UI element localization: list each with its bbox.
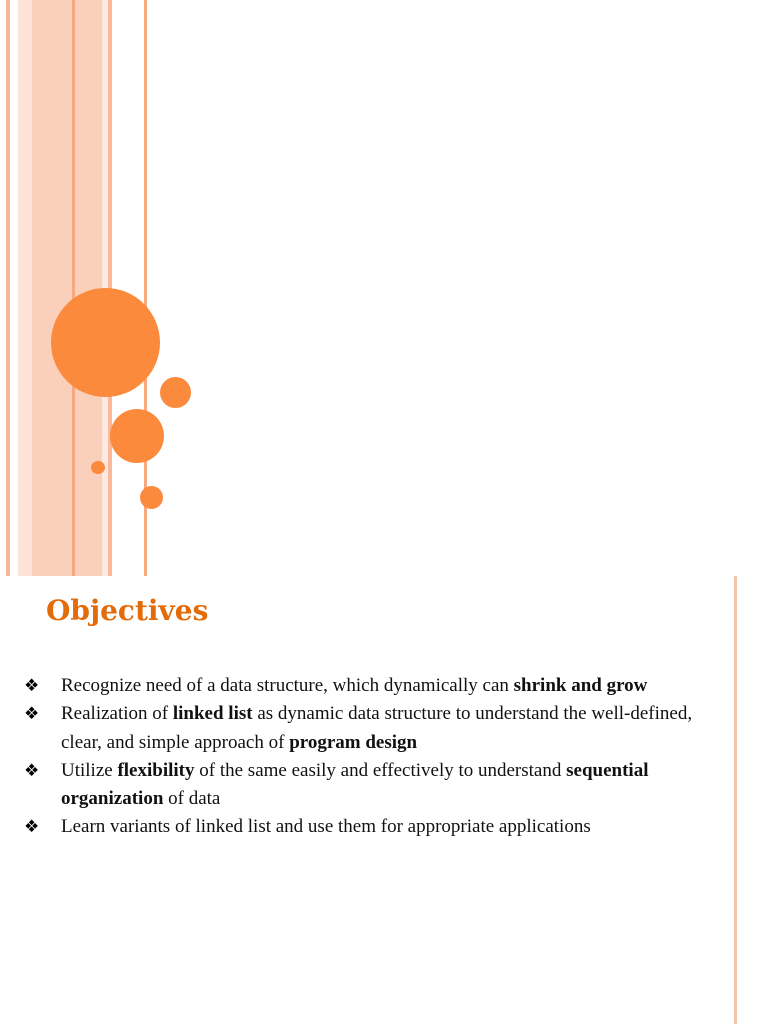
item-text: of the same easily and effectively to understand [194, 759, 567, 781]
item-text: Learn variants of linked list and use them for appropriate applications [61, 816, 591, 838]
diamond-bullet-icon: ❖ [24, 760, 40, 780]
orange-circle-medium [110, 409, 164, 463]
item-bold-text: shrink and grow [513, 675, 648, 696]
orange-circle-small [160, 377, 191, 408]
item-bold-text: flexibility [117, 759, 195, 781]
orange-circle-small [140, 486, 163, 509]
objectives-list [24, 672, 726, 842]
orange-circle-large [51, 288, 160, 397]
item-bold-text: linked list [172, 703, 253, 725]
diamond-bullet-icon: ❖ [24, 817, 40, 837]
stripe-decoration [72, 0, 75, 576]
diamond-bullet-icon: ❖ [24, 676, 40, 695]
list-item [24, 672, 726, 700]
item-text: Utilize [61, 759, 118, 781]
item-text: as dynamic data structure to understand the well-defined, clear, and simple approach of [61, 703, 693, 753]
item-text: Realization of [61, 703, 173, 725]
objectives-slide [0, 576, 768, 1024]
item-text: of data [163, 788, 221, 810]
orange-circle-tiny [91, 461, 105, 474]
list-item [24, 700, 726, 757]
item-text: Recognize need of a data structure, which dynamically can [61, 675, 514, 696]
item-bold-text: sequential organization [61, 759, 649, 810]
slide-edge-rule [734, 576, 737, 1024]
stripe-decoration [32, 0, 102, 576]
diamond-bullet-icon: ❖ [24, 704, 40, 724]
stripe-decoration [6, 0, 10, 576]
list-item [24, 813, 726, 841]
slide-heading: Objectives [46, 594, 209, 627]
list-item [24, 757, 726, 814]
stripe-decoration [18, 0, 32, 576]
item-bold-text: program design [289, 731, 418, 753]
